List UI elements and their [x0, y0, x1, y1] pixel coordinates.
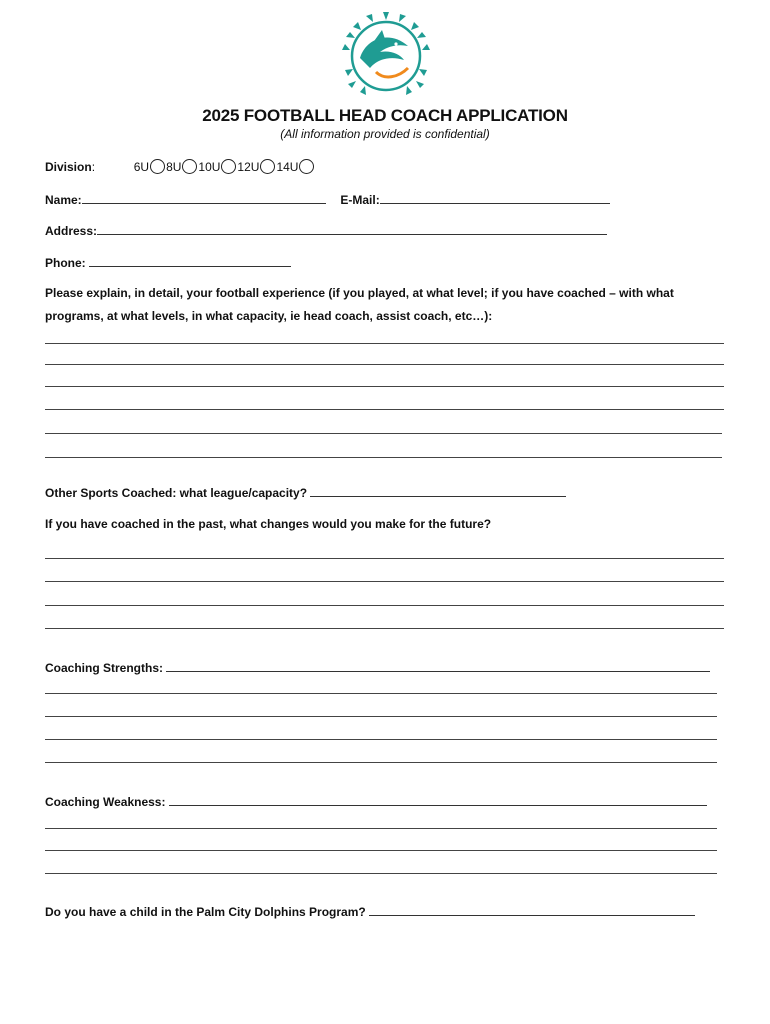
phone-field[interactable]: [89, 255, 291, 267]
changes-answer-line[interactable]: [45, 605, 724, 606]
phone-row: [45, 255, 291, 270]
experience-answer-line[interactable]: [45, 386, 724, 387]
email-label: E-Mail:: [340, 193, 380, 207]
experience-answer-line[interactable]: [45, 433, 722, 434]
division-option-8u-label: 8U: [166, 160, 182, 174]
weakness-answer-line[interactable]: [45, 850, 717, 851]
division-label: Division: [45, 160, 92, 174]
changes-answer-line[interactable]: [45, 581, 724, 582]
changes-answer-line[interactable]: [45, 558, 724, 559]
weakness-row: [45, 794, 707, 809]
address-label: Address:: [45, 224, 98, 238]
strengths-answer-line[interactable]: [45, 693, 717, 694]
weakness-field[interactable]: [169, 794, 707, 806]
division-row: [45, 159, 315, 174]
weakness-answer-line[interactable]: [45, 873, 717, 874]
other-sports-label: Other Sports Coached: what league/capacity?: [45, 486, 308, 500]
division-8u-radio[interactable]: [182, 159, 197, 174]
weakness-answer-line[interactable]: [45, 828, 717, 829]
experience-prompt-line-1: Please explain, in detail, your football experience (if you played, at what level; if you have coached – with what: [45, 286, 674, 300]
changes-answer-line[interactable]: [45, 628, 724, 629]
division-14u-radio[interactable]: [299, 159, 314, 174]
address-row: [45, 223, 607, 238]
name-label: Name:: [45, 193, 82, 207]
experience-prompt-line-2: programs, at what levels, in what capacity, ie head coach, assist coach, etc…):: [45, 309, 493, 323]
division-12u-radio[interactable]: [260, 159, 275, 174]
child-in-program-field[interactable]: [369, 904, 695, 916]
dolphin-logo: [340, 10, 432, 102]
child-in-program-label: Do you have a child in the Palm City Dolphins Program?: [45, 905, 366, 919]
email-field[interactable]: [380, 192, 610, 204]
weakness-label: Coaching Weakness:: [45, 795, 166, 809]
division-6u-radio[interactable]: [150, 159, 165, 174]
strengths-field[interactable]: [166, 660, 710, 672]
strengths-answer-line[interactable]: [45, 716, 717, 717]
experience-answer-line[interactable]: [45, 343, 724, 344]
experience-answer-line[interactable]: [45, 457, 722, 458]
experience-answer-line[interactable]: [45, 364, 724, 365]
page-title: 2025 FOOTBALL HEAD COACH APPLICATION: [202, 106, 568, 125]
strengths-answer-line[interactable]: [45, 762, 717, 763]
division-option-14u-label: 14U: [276, 160, 299, 174]
child-in-program-row: [45, 904, 695, 919]
name-field[interactable]: [82, 192, 326, 204]
address-field[interactable]: [97, 223, 607, 235]
strengths-label: Coaching Strengths:: [45, 661, 164, 675]
experience-answer-line[interactable]: [45, 409, 724, 410]
page-subtitle: (All information provided is confidential): [280, 127, 490, 141]
division-option-10u-label: 10U: [198, 160, 221, 174]
other-sports-row: [45, 485, 566, 500]
name-email-row: [45, 192, 610, 207]
division-option-6u-label: 6U: [133, 160, 150, 174]
other-sports-field[interactable]: [310, 485, 566, 497]
division-option-12u-label: 12U: [237, 160, 260, 174]
division-10u-radio[interactable]: [221, 159, 236, 174]
strengths-answer-line[interactable]: [45, 739, 717, 740]
strengths-row: [45, 660, 710, 675]
phone-label: Phone:: [45, 256, 86, 270]
division-colon: :: [91, 160, 96, 174]
changes-prompt: If you have coached in the past, what changes would you make for the future?: [45, 517, 492, 531]
